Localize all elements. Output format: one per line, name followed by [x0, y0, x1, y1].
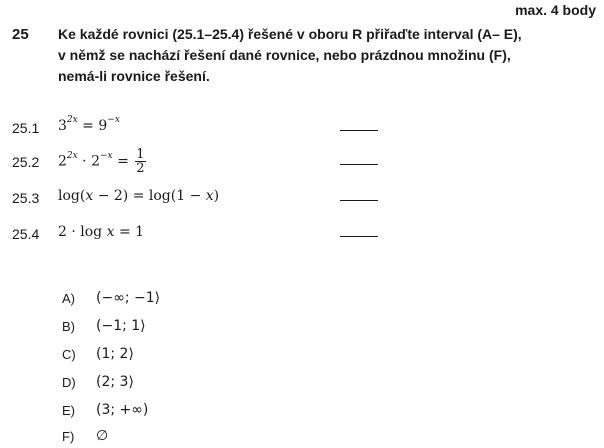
expr-part: ): [213, 188, 220, 204]
exponent: 2x: [66, 115, 78, 126]
equation-row-25-2: [0, 147, 604, 176]
fraction-denominator: 2: [136, 161, 145, 176]
equation-expression: [58, 188, 219, 204]
equation-number: 25.1: [12, 120, 40, 136]
equals: =: [77, 118, 99, 134]
equation-expression: [58, 148, 146, 175]
expr-part: = 1: [114, 224, 145, 240]
equation-expression: [58, 224, 144, 240]
fraction-numerator: 1: [136, 147, 145, 162]
option-row-c: [0, 344, 604, 366]
option-empty-set: ∅: [96, 428, 109, 444]
option-row-b: [0, 316, 604, 338]
option-interval: (−∞; −1⟩: [96, 290, 161, 306]
expr-part: log(: [58, 188, 86, 204]
max-points-label: max. 4 body: [515, 2, 596, 18]
option-letter: E): [62, 403, 75, 418]
exponent: 2x: [66, 150, 78, 161]
equation-row-25-3: [0, 186, 604, 212]
equation-row-25-1: [0, 116, 604, 142]
equals: =: [112, 153, 134, 170]
base: 9: [98, 118, 108, 134]
base: 3: [58, 118, 67, 134]
base: 2: [91, 153, 101, 170]
equation-number: 25.4: [12, 226, 40, 242]
option-interval: (3; +∞): [96, 402, 149, 418]
instruction-line-1: Ke každé rovnici (25.1–25.4) řešené v oboru R přiřaďte interval (A– E),: [58, 26, 522, 42]
answer-blank[interactable]: [340, 164, 378, 165]
equation-expression: [58, 115, 120, 134]
option-row-e: [0, 400, 604, 422]
exponent: −x: [100, 150, 113, 161]
task-number: 25: [12, 26, 29, 43]
option-letter: C): [62, 347, 76, 362]
variable: x: [106, 224, 115, 240]
expr-part: 2 · log: [58, 224, 103, 240]
option-interval: (2; 3⟩: [96, 374, 134, 390]
base: 2: [58, 153, 67, 170]
equation-row-25-4: [0, 222, 604, 248]
fraction: [135, 148, 145, 175]
option-letter: A): [62, 291, 75, 306]
answer-blank[interactable]: [340, 236, 378, 237]
option-interval: (1; 2⟩: [96, 346, 134, 362]
variable: x: [85, 188, 94, 204]
expr-part: − 2) = log(1 −: [93, 188, 206, 204]
instruction-line-3: nemá-li rovnice řešení.: [58, 68, 210, 84]
answer-blank[interactable]: [340, 200, 378, 201]
option-row-f: [0, 426, 604, 448]
variable: x: [205, 188, 214, 204]
exponent: −x: [107, 115, 120, 126]
option-letter: D): [62, 375, 76, 390]
option-letter: B): [62, 319, 75, 334]
answer-blank[interactable]: [340, 130, 378, 131]
instruction-line-2: v němž se nachází řešení dané rovnice, nebo prázdnou množinu (F),: [58, 47, 511, 63]
dot: ·: [77, 153, 92, 170]
equation-number: 25.3: [12, 190, 40, 206]
option-row-d: [0, 372, 604, 394]
option-interval: (−1; 1⟩: [96, 318, 146, 334]
option-letter: F): [62, 429, 75, 444]
task-instruction: [58, 24, 578, 87]
option-row-a: [0, 288, 604, 310]
equation-number: 25.2: [12, 154, 40, 170]
